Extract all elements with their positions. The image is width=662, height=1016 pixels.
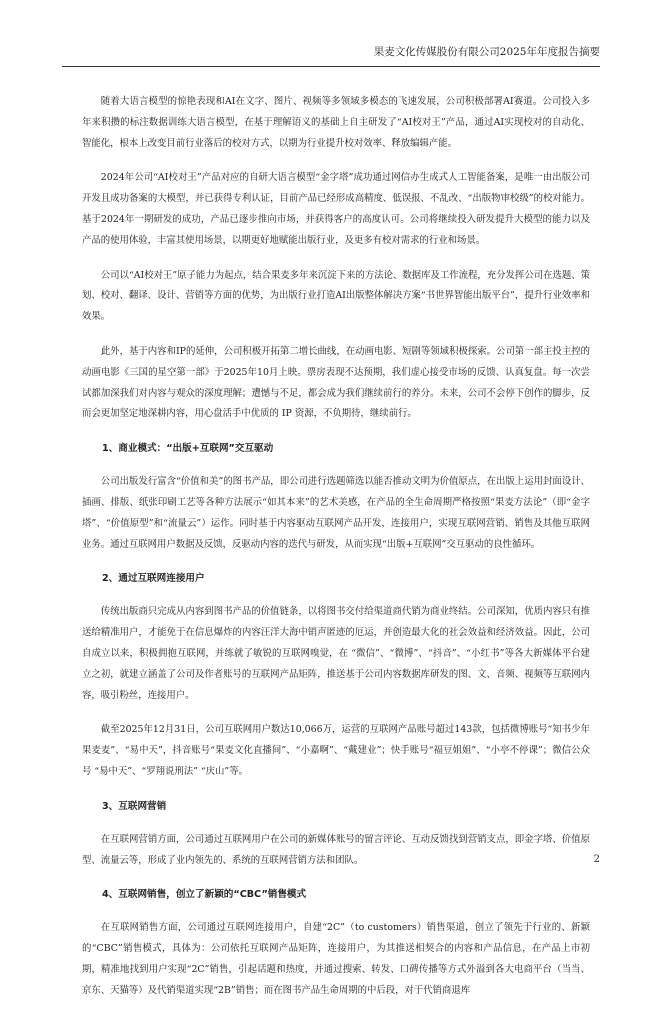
report-title: 果麦文化传媒股份有限公司2025年年度报告摘要 <box>373 46 600 58</box>
section-heading-internet-marketing: 3、互联网营销 <box>102 800 167 812</box>
page-header <box>62 44 600 67</box>
paragraph-cbc-sales: 在互联网销售方面，公司通过互联网连接用户，自建“2C”（to customers）销售渠道，创立了领先于行业的、新颖的“CBC”销售模式，具体为：公司依托互联网产品矩阵，连接用户，为其推送相契合的内容和产品信息，在产品上市初期，精准地找到用户实现“2C”销售，引起话题和热度，并通过搜索、转发、口碑传播等方式外溢到各大电商平台（当当、京东、天猫等）及代销渠道实现“2B”销售；而在图书产品生命周期的中后段，对于代销商退库 <box>82 922 590 996</box>
paragraph-second-growth: 此外，基于内容和IP的延伸，公司积极开拓第二增长曲线，在动画电影、短剧等领域积极探索。公司第一部主投主控的动画电影《三国的星空第一部》于2025年10月上映。票房表现不达预期，我们虚心接受市场的反馈、认真复盘。每一次尝试都加深我们对内容与观众的深度理解；遭憾与不足，都会成为我们继续前行的养分。未来，公司不会停下创作的脚步，反而会更加坚定地深耕内容，用心盘活手中优质的 IP 资源，不负期待，继续前行。 <box>82 345 590 420</box>
paragraph-user-stats: 截至2025年12月31日，公司互联网用户数达10,066万，运营的互联网产品账号超过143款，包括微博账号“知书少年果麦麦”、“易中天”，抖音账号“果麦文化直播间”、“小嘉啊”、“戴建业”；快手账号“福豆姐姐”、“小亭不停课”；微信公众号 “易中天”、“罗翔说刑法” “庆山”等。 <box>82 724 590 777</box>
section-heading-business-model: 1、商业模式：“出版+互联网”交互驱动 <box>102 443 274 455</box>
paragraph-business-model: 公司出版发行富含“价值和美”的图书产品，即公司进行选题筛选以能否推动文明为价值原点，在出版上运用封面设计、插画、排版、纸张印刷工艺等各种方法展示“如其本来”的艺术美感，在产品的全生命周期严格按照“果麦方法论”（即“金字塔”、“价值原型”和“流量云”）运作。同时基于内容驱动互联网产品开发，连接用户，实现互联网营销、销售及其他互联网业务。通过互联网用户数据及反馈，反驱动内容的迭代与研发，从而实现“出版+互联网”交互驱动的良性循环。 <box>82 476 590 550</box>
paragraph-connect-users: 传统出版商只完成从内容到图书产品的价值链条，以将图书交付给渠道商代销为商业终结。公司深知，优质内容只有推送给精准用户，才能免于在信息爆炸的内容汪洋大海中销声匿迹的厄运，并创造最大化的社会效益和经济效益。因此，公司自成立以来，积极拥抱互联网，并练就了敏锐的互联网嗅觉，在 “微信”、“微博”、“抖音”、“小红书”等各大新媒体平台建立之初，就建立涵盖了公司及作者账号的互联网产品矩阵，推送基于公司内容数据库研发的图、文、音频、视频等互联网内容，吸引粉丝，连接用户。 <box>82 606 590 701</box>
paragraph-ai-deployment: 随着大语言模型的惊艳表现和AI在文字、图片、视频等多领域多模态的飞速发展，公司积极部署AI赛道。公司投入多年来积攒的标注数据训练大语言模型，在基于理解语义的基础上自主研发了“AI校对王”产品，通过AI实现校对的自动化、智能化，根本上改变目前行业落后的校对方式，以期为行业提升校对效率、释放编辑产能。 <box>82 96 590 149</box>
paragraph-ai-platform: 公司以“AI校对王”原子能力为起点，结合果麦多年来沉淀下来的方法论、数据库及工作流程，充分发挥公司在选题、策划、校对、翻译、设计、营销等方面的优势，为出版行业打造AI出版整体解决方案“书世界智能出版平台”，提升行业效率和效果。 <box>82 269 590 323</box>
paragraph-internet-marketing: 在互联网营销方面，公司通过互联网用户在公司的新媒体账号的留言评论、互动反馈找到营销支点，即金字塔、价值原型、流量云等，形成了业内领先的、系统的互联网营销方法和团队。 <box>82 833 590 866</box>
page-number: 2 <box>593 854 600 865</box>
section-heading-cbc-sales: 4、互联网销售，创立了新颖的“CBC”销售模式 <box>102 889 307 901</box>
report-body <box>82 92 590 1016</box>
paragraph-ai-model: 2024年公司“AI校对王”产品对应的自研大语言模型“金字塔”成功通过网信办生成式人工智能备案，是唯一由出版公司开发且成功备案的大模型，并已获得专利认证，目前产品已经形成高精度、低误报、不乱改、“出版物审校级”的校对能力。基于2024年一期研发的成功，产品已逐步推向市场，并获得客户的高度认可。公司将继续投入研发提升大模型的能力以及产品的使用体验，丰富其使用场景，以期更好地赋能出版行业，及更多有校对需求的行业和场景。 <box>82 172 590 246</box>
section-heading-connect-users: 2、通过互联网连接用户 <box>102 573 205 585</box>
